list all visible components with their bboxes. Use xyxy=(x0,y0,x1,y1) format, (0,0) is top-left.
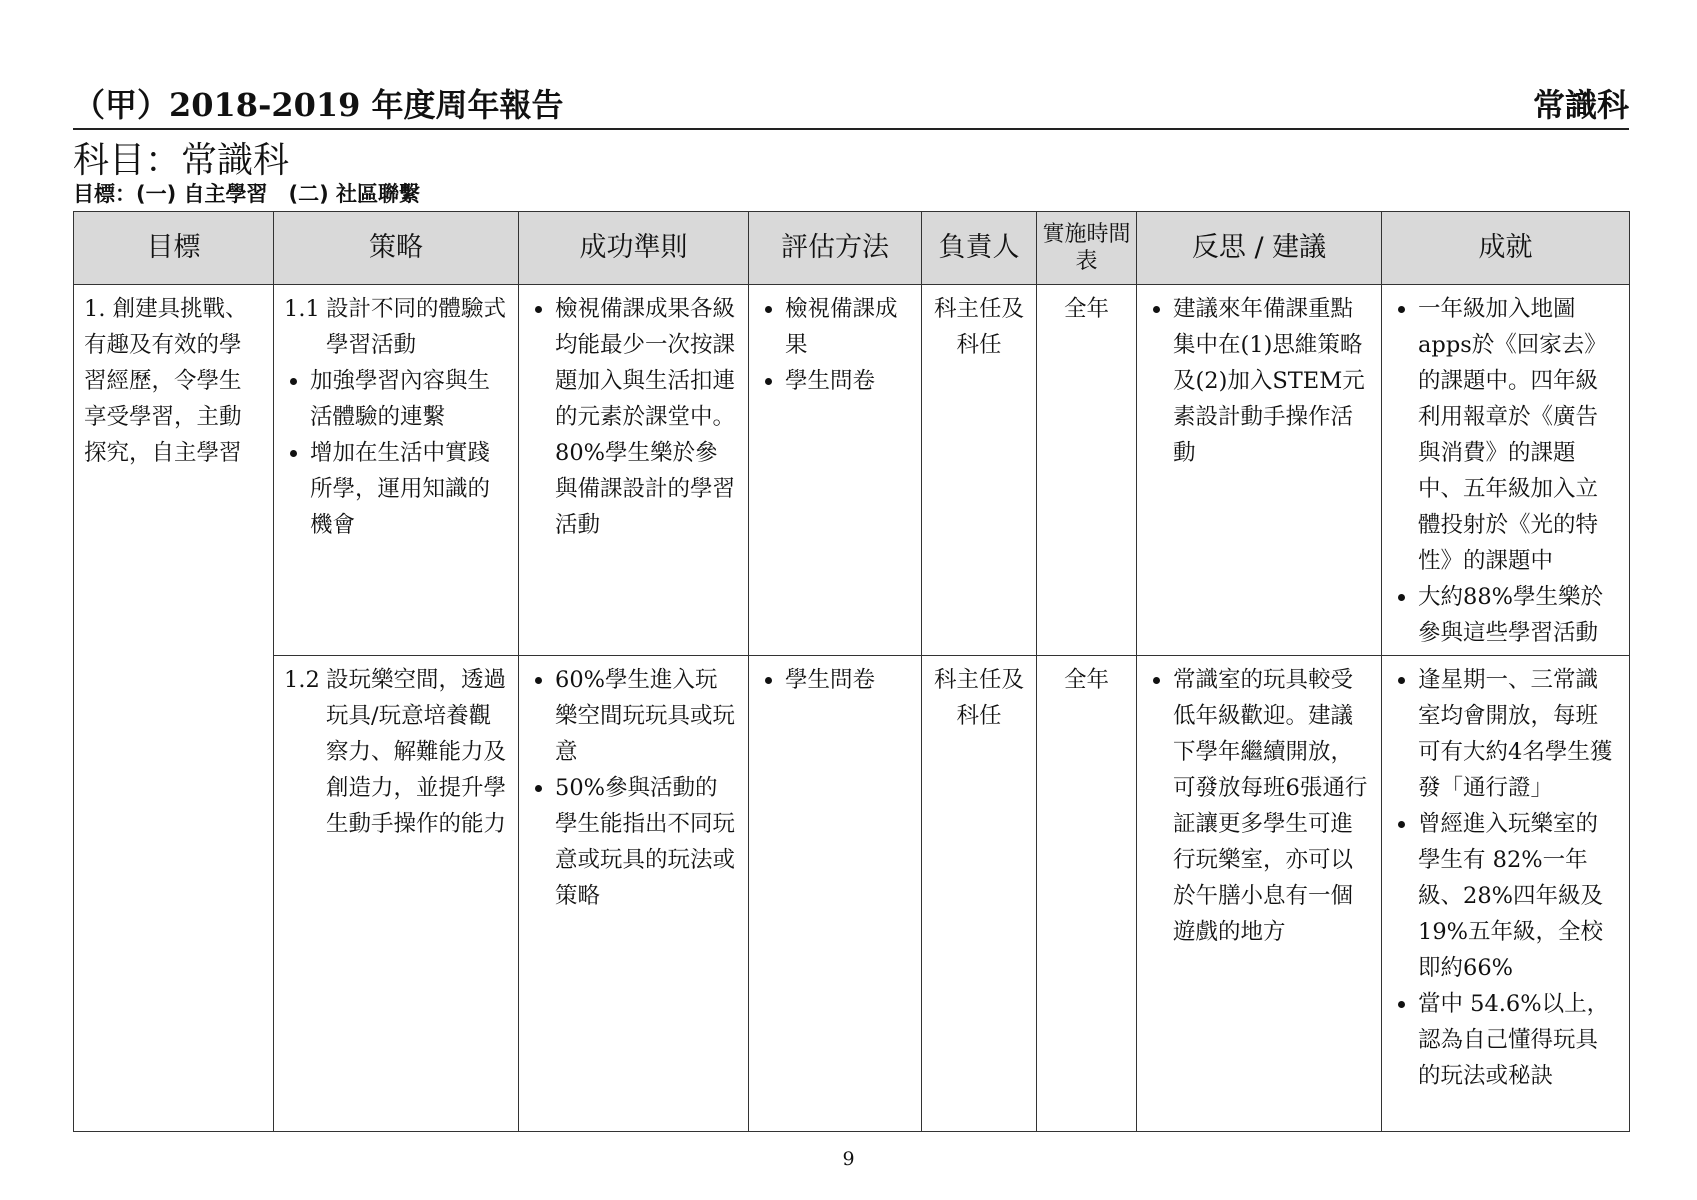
person-cell: 科主任及科任 xyxy=(922,656,1037,1132)
strategy-cell xyxy=(274,656,519,1132)
table-row xyxy=(74,285,1630,656)
achievement-cell xyxy=(1382,656,1630,1132)
plan-table xyxy=(73,211,1630,1132)
schedule-cell: 全年 xyxy=(1037,656,1137,1132)
list-item: • 建議來年備課重點集中在(1)思維策略及(2)加入STEM元素設計動手操作活動 xyxy=(1173,291,1371,471)
col-strategy: 策略 xyxy=(274,212,519,285)
list-item: • 常識室的玩具較受低年級歡迎。建議下學年繼續開放，可發放每班6張通行証讓更多學生可進行玩樂室，亦可以於午膳小息有一個遊戲的地方 xyxy=(1173,662,1371,950)
report-title: （甲）2018-2019 年度周年報告 xyxy=(73,86,564,124)
col-method: 評估方法 xyxy=(749,212,922,285)
strategy-cell xyxy=(274,285,519,656)
strategy-title: 設玩樂空間，透過玩具/玩意培養觀察力、解難能力及創造力，並提升學生動手操作的能力 xyxy=(326,667,507,837)
col-criteria: 成功準則 xyxy=(519,212,749,285)
strategy-number: 1.2 xyxy=(284,667,320,693)
list-item: • 曾經進入玩樂室的學生有 82%一年級、28%四年級及19%五年級，全校即約66% xyxy=(1418,806,1619,986)
person-cell: 科主任及科任 xyxy=(922,285,1037,656)
method-cell xyxy=(749,285,922,656)
list-item: • 學生問卷 xyxy=(785,662,911,698)
col-person: 負責人 xyxy=(922,212,1037,285)
list-item: • 60%學生進入玩樂空間玩玩具或玩意 xyxy=(555,662,738,770)
list-item: • 50%參與活動的學生能指出不同玩意或玩具的玩法或策略 xyxy=(555,770,738,914)
page-number: 9 xyxy=(842,1148,855,1170)
objective-cell: 1. 創建具挑戰、有趣及有效的學習經歷，令學生享受學習，主動探究，自主學習 xyxy=(74,285,274,1132)
col-reflection: 反思 / 建議 xyxy=(1137,212,1382,285)
col-objective: 目標 xyxy=(74,212,274,285)
strategy-title: 設計不同的體驗式學習活動 xyxy=(326,296,507,358)
table-row xyxy=(74,656,1630,1132)
list-item: • 當中 54.6%以上，認為自己懂得玩具的玩法或秘訣 xyxy=(1418,986,1619,1094)
subject-heading: 科目：常識科 xyxy=(73,140,290,181)
goals-line: 目標：(一) 自主學習 (二) 社區聯繫 xyxy=(73,182,421,206)
achievement-cell xyxy=(1382,285,1630,656)
subject-label: 常識科 xyxy=(1532,86,1629,124)
method-cell xyxy=(749,656,922,1132)
list-item: • 大約88%學生樂於參與這些學習活動 xyxy=(1418,579,1619,651)
criteria-cell xyxy=(519,656,749,1132)
reflection-cell xyxy=(1137,285,1382,656)
report-header xyxy=(73,84,1629,130)
col-achievement: 成就 xyxy=(1382,212,1630,285)
reflection-cell xyxy=(1137,656,1382,1132)
col-schedule: 實施時間表 xyxy=(1037,212,1137,285)
header-row xyxy=(74,212,1630,285)
list-item: • 逢星期一、三常識室均會開放，每班可有大約4名學生獲發「通行證」 xyxy=(1418,662,1619,806)
list-item: • 加強學習內容與生活體驗的連繫 xyxy=(310,363,508,435)
list-item: • 一年級加入地圖apps於《回家去》的課題中。四年級利用報章於《廣告與消費》的課題中、五年級加入立體投射於《光的特性》的課題中 xyxy=(1418,291,1619,579)
list-item: • 學生問卷 xyxy=(785,363,911,399)
schedule-cell: 全年 xyxy=(1037,285,1137,656)
list-item: • 檢視備課成果 xyxy=(785,291,911,363)
list-item: • 增加在生活中實踐所學，運用知識的機會 xyxy=(310,435,508,543)
list-item: • 檢視備課成果各級均能最少一次按課題加入與生活扣連的元素於課堂中。80%學生樂於參與備課設計的學習活動 xyxy=(555,291,738,543)
strategy-number: 1.1 xyxy=(284,296,320,322)
criteria-cell xyxy=(519,285,749,656)
